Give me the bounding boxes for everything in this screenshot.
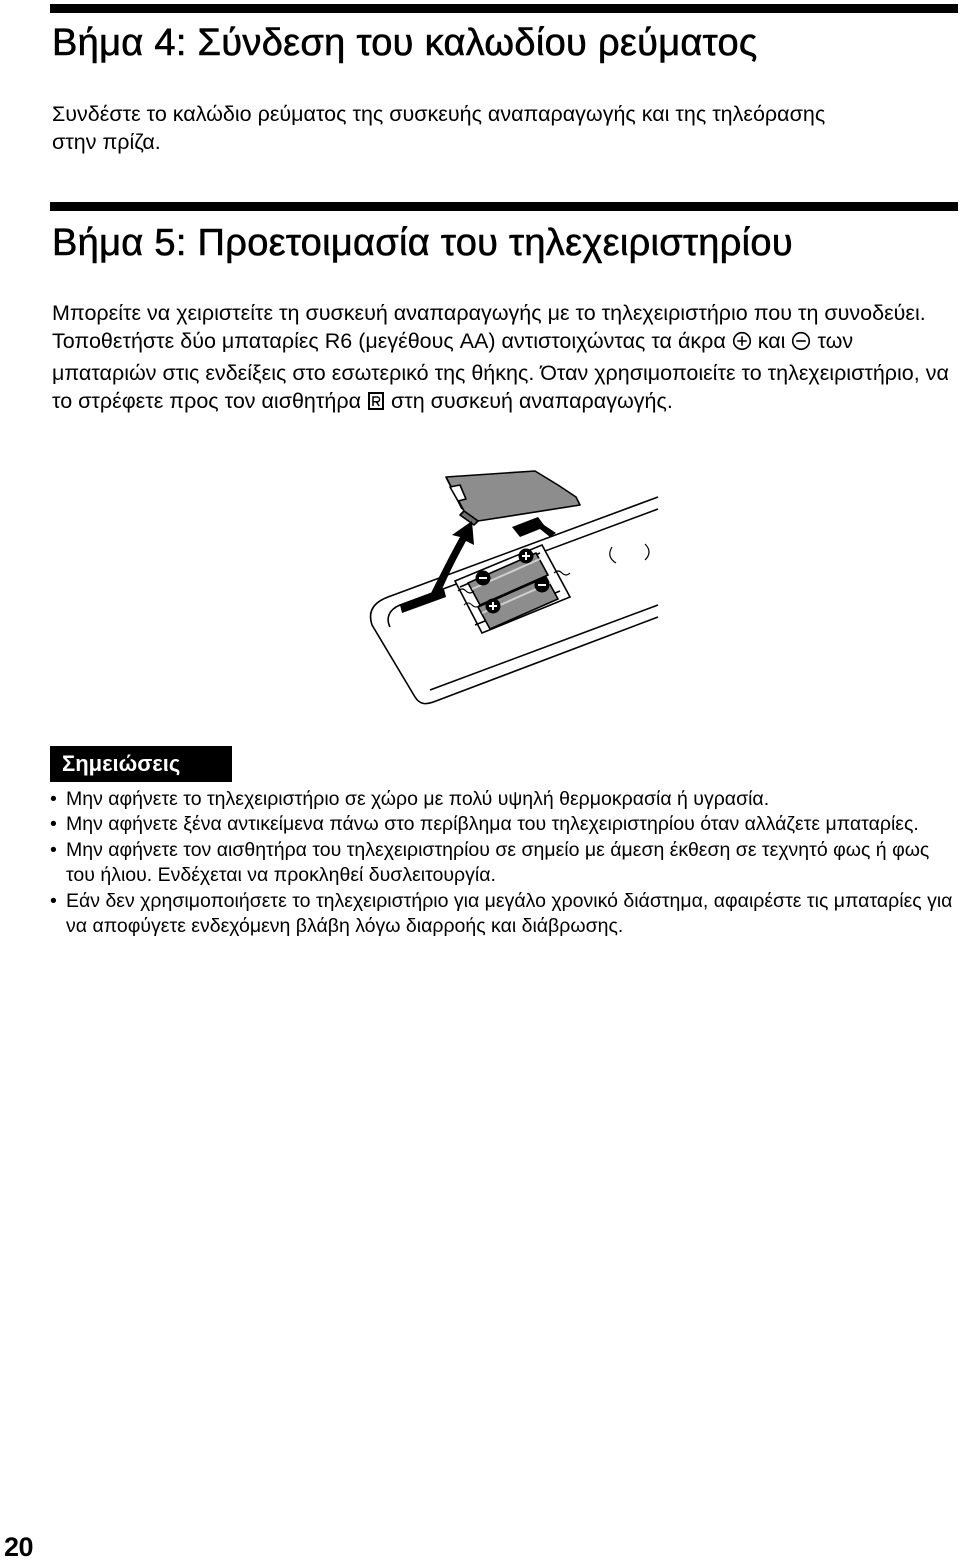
insert-arrow-left: [400, 589, 446, 613]
polarity-plus-upper: [519, 549, 534, 564]
notes-item: • Μην αφήνετε ξένα αντικείμενα πάνω στο περίβλημα του τηλεχειριστηρίου όταν αλλάζετε μπαταρίες.: [50, 812, 960, 837]
step5-text-1: Μπορείτε να χειριστείτε τη συσκευή αναπαραγωγής με το τηλεχειριστήριο που τη συνοδεύει. Τοποθετήστε δύο μπαταρίες R6 (μεγέθους AA) αντιστοιχώντας τα άκρα: [52, 301, 926, 354]
notes-item: • Μην αφήνετε το τηλεχειριστήριο σε χώρο με πολύ υψηλή θερμοκρασία ή υγρασία.: [50, 787, 960, 812]
step5-text-3: των μπαταριών στις ενδείξεις στο εσωτερικό της θήκης. Όταν χρησιμοποιείτε το τηλεχειριστήριο, να το στρέφετε προς τον αισθητήρα: [52, 329, 949, 414]
circled-plus-icon: [732, 330, 752, 358]
battery-lid: [446, 471, 580, 525]
polarity-minus-upper: [476, 571, 491, 586]
step5-text-2: και: [757, 329, 786, 354]
step4-top-rule: [50, 4, 958, 13]
step5-paragraph: [52, 299, 958, 419]
notes-item: • Μην αφήνετε τον αισθητήρα του τηλεχειριστηρίου σε σημείο με άμεση έκθεση σε τεχνητό φως ή φως του ήλιου. Ενδέχεται να προκληθεί δυσλειτουργία.: [50, 838, 960, 889]
battery-insertion-illustration: [360, 465, 665, 710]
step5-top-rule: [50, 202, 958, 211]
polarity-plus-lower: [486, 599, 501, 614]
notes-list: [50, 787, 960, 939]
step5-text-4: στη συσκευή αναπαραγωγής.: [390, 389, 673, 414]
notes-label: Σημειώσεις: [50, 746, 232, 782]
remote-sensor-icon: [367, 390, 385, 418]
step4-paragraph: Συνδέστε το καλώδιο ρεύματος της συσκευής αναπαραγωγής και της τηλεόρασης στην πρίζα.: [52, 102, 826, 155]
step4-heading: Βήμα 4: Σύνδεση του καλωδίου ρεύματος: [52, 22, 758, 64]
notes-item: • Εάν δεν χρησιμοποιήσετε το τηλεχειριστήριο για μεγάλο χρονικό διάστημα, αφαιρέστε τις μπαταρίες για να αποφύγετε ενδεχόμενη βλάβη λόγω διαρροής και διάβρωσης.: [50, 889, 960, 940]
circled-minus-icon: [791, 330, 811, 358]
insert-arrow-right: [512, 517, 556, 537]
polarity-minus-lower: [535, 578, 550, 593]
page-number: 20: [4, 1532, 34, 1562]
step5-heading: Βήμα 5: Προετοιμασία του τηλεχειριστηρίου: [52, 222, 793, 264]
